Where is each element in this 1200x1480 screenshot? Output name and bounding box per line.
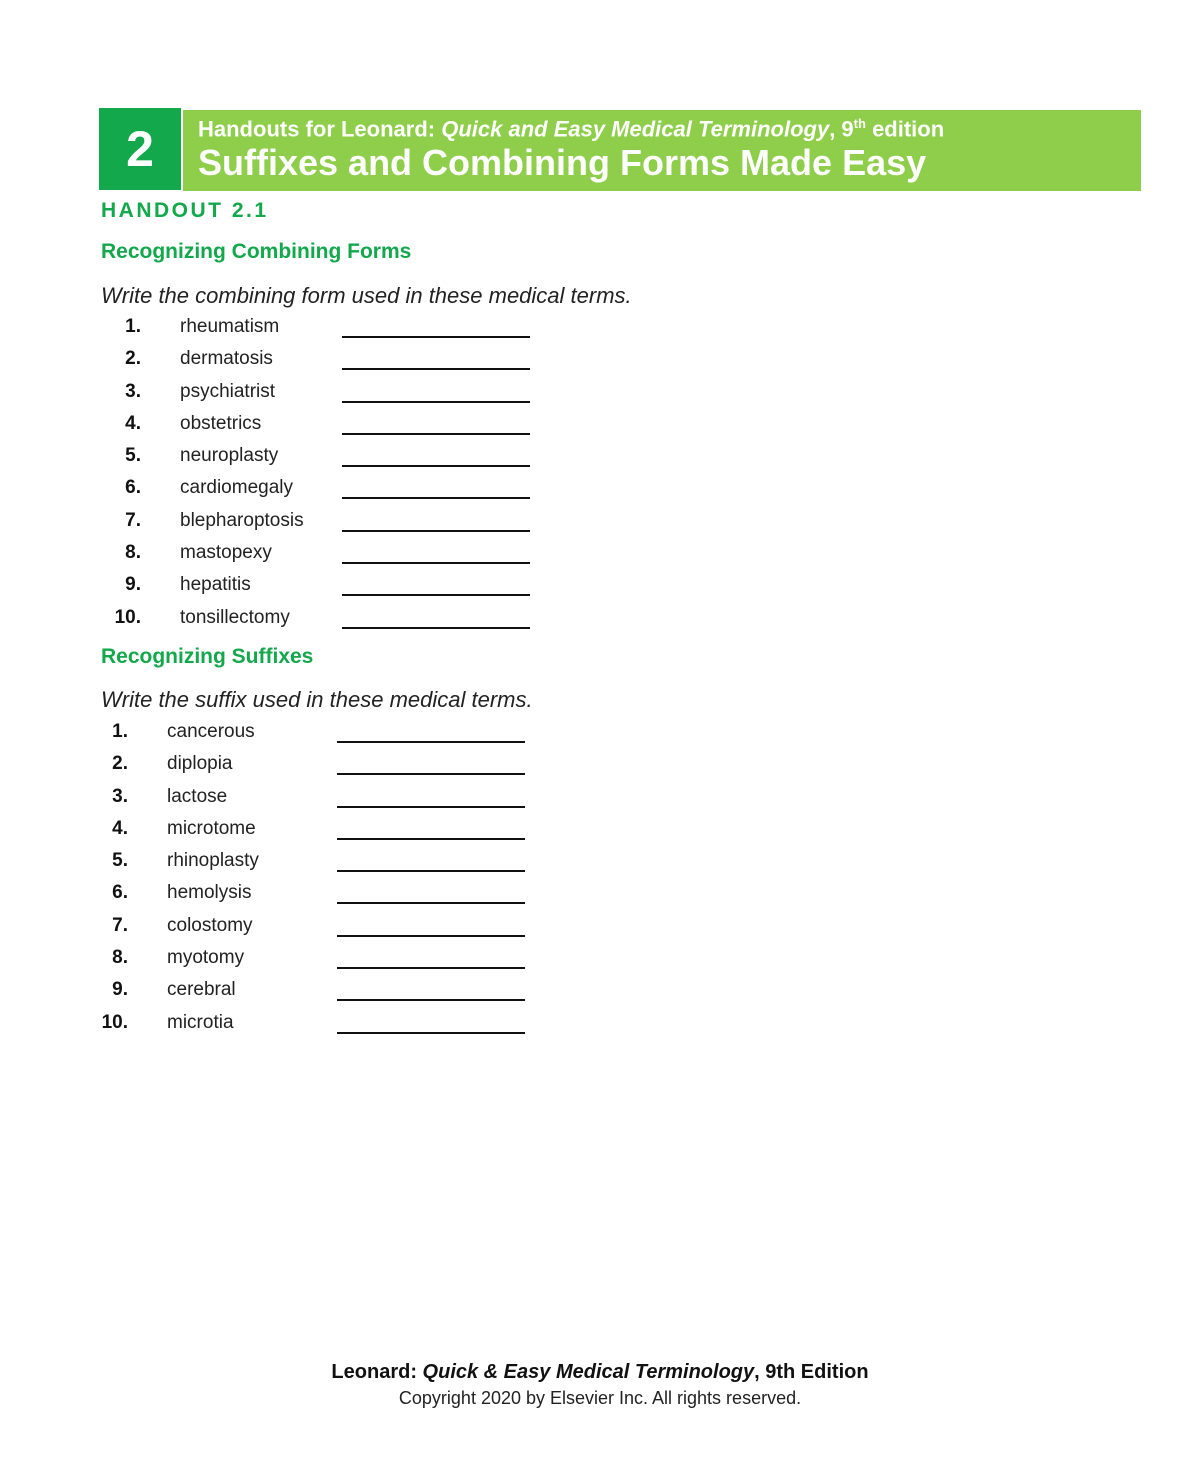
item-number: 2. (125, 348, 141, 370)
subtitle-edition-word: edition (865, 116, 945, 142)
item-number: 9. (125, 574, 141, 596)
subtitle-book-title: Quick and Easy Medical Terminology (441, 116, 830, 142)
item-number: 8. (125, 542, 141, 564)
item-number: 1. (112, 721, 128, 742)
item-number: 6. (125, 477, 141, 499)
medical-term: psychiatrist (180, 380, 276, 402)
medical-term: hemolysis (167, 882, 252, 904)
medical-term: neuroplasty (180, 445, 279, 467)
list-item (96, 915, 556, 947)
subtitle-separator: , (829, 116, 842, 142)
handout-label: HANDOUT 2.1 (101, 199, 269, 222)
medical-term: myotomy (167, 947, 245, 969)
list-item (96, 786, 556, 818)
item-number: 6. (112, 882, 128, 904)
chapter-number-badge: 2 (99, 108, 181, 190)
item-number: 3. (112, 785, 128, 807)
item-number: 2. (112, 753, 128, 775)
item-number: 8. (112, 947, 128, 969)
medical-term: cancerous (167, 721, 255, 742)
answer-blank-line[interactable] (342, 594, 530, 596)
answer-blank-line[interactable] (342, 562, 530, 564)
page-title: Suffixes and Combining Forms Made Easy (198, 142, 927, 183)
medical-term: cardiomegaly (180, 477, 293, 499)
answer-blank-line[interactable] (342, 627, 530, 629)
subtitle-prefix: Handouts for Leonard: (198, 116, 442, 142)
answer-blank-line[interactable] (337, 806, 525, 808)
medical-term: colostomy (167, 914, 253, 936)
subtitle-edition-number: 9 (841, 116, 854, 142)
item-number: 5. (112, 850, 128, 872)
footer-book-credit (0, 1361, 1200, 1384)
list-item (96, 882, 556, 914)
list-item (100, 445, 560, 477)
list-item (100, 413, 560, 445)
answer-blank-line[interactable] (337, 741, 525, 743)
item-number: 7. (112, 914, 128, 936)
header-subtitle (198, 116, 944, 142)
footer-author: Leonard: (331, 1361, 423, 1383)
answer-blank-line[interactable] (342, 497, 530, 499)
subtitle-edition-ordinal: th (853, 116, 866, 131)
medical-term: blepharoptosis (180, 509, 304, 531)
list-item (96, 979, 556, 1011)
answer-blank-line[interactable] (337, 999, 525, 1001)
section-heading-suffixes: Recognizing Suffixes (101, 645, 314, 668)
item-number: 9. (112, 979, 128, 1001)
section-instructions-suffixes: Write the suffix used in these medical terms. (101, 687, 533, 712)
medical-term: tonsillectomy (180, 606, 290, 628)
list-item (96, 1012, 556, 1044)
medical-term: dermatosis (180, 348, 273, 370)
suffixes-list (96, 721, 556, 1044)
medical-term: mastopexy (180, 542, 272, 564)
list-item (100, 574, 560, 606)
header-banner (183, 110, 1141, 191)
item-number: 7. (125, 509, 141, 531)
list-item (96, 721, 556, 753)
list-item (96, 850, 556, 882)
list-item (100, 381, 560, 413)
section-instructions-combining-forms: Write the combining form used in these medical terms. (101, 283, 632, 308)
list-item (96, 947, 556, 979)
item-number: 5. (125, 445, 141, 467)
answer-blank-line[interactable] (342, 368, 530, 370)
list-item (100, 316, 560, 348)
answer-blank-line[interactable] (342, 465, 530, 467)
answer-blank-line[interactable] (337, 838, 525, 840)
footer-edition: , 9th Edition (754, 1361, 869, 1383)
medical-term: hepatitis (180, 574, 251, 596)
list-item (96, 818, 556, 850)
item-number: 10. (101, 1011, 128, 1033)
answer-blank-line[interactable] (342, 401, 530, 403)
medical-term: lactose (167, 785, 228, 807)
answer-blank-line[interactable] (337, 773, 525, 775)
item-number: 4. (112, 817, 128, 839)
list-item (100, 607, 560, 639)
item-number: 1. (125, 316, 141, 337)
medical-term: microtome (167, 817, 256, 839)
item-number: 4. (125, 412, 141, 434)
footer-copyright: Copyright 2020 by Elsevier Inc. All rights reserved. (398, 1388, 802, 1408)
list-item (100, 542, 560, 574)
list-item (96, 753, 556, 785)
medical-term: diplopia (167, 753, 233, 775)
medical-term: obstetrics (180, 412, 262, 434)
medical-term: rhinoplasty (167, 850, 259, 872)
medical-term: microtia (167, 1011, 234, 1033)
medical-term: cerebral (167, 979, 236, 1001)
list-item (100, 477, 560, 509)
list-item (100, 510, 560, 542)
item-number: 10. (114, 606, 141, 628)
section-heading-combining-forms: Recognizing Combining Forms (101, 240, 412, 263)
answer-blank-line[interactable] (337, 870, 525, 872)
list-item (100, 348, 560, 380)
medical-term: rheumatism (180, 316, 280, 337)
item-number: 3. (125, 380, 141, 402)
footer-book-title: Quick & Easy Medical Terminology (422, 1361, 755, 1383)
answer-blank-line[interactable] (342, 433, 530, 435)
answer-blank-line[interactable] (337, 935, 525, 937)
answer-blank-line[interactable] (337, 967, 525, 969)
answer-blank-line[interactable] (342, 530, 530, 532)
answer-blank-line[interactable] (337, 902, 525, 904)
combining-forms-list (100, 316, 560, 639)
answer-blank-line[interactable] (337, 1032, 525, 1034)
answer-blank-line[interactable] (342, 336, 530, 338)
